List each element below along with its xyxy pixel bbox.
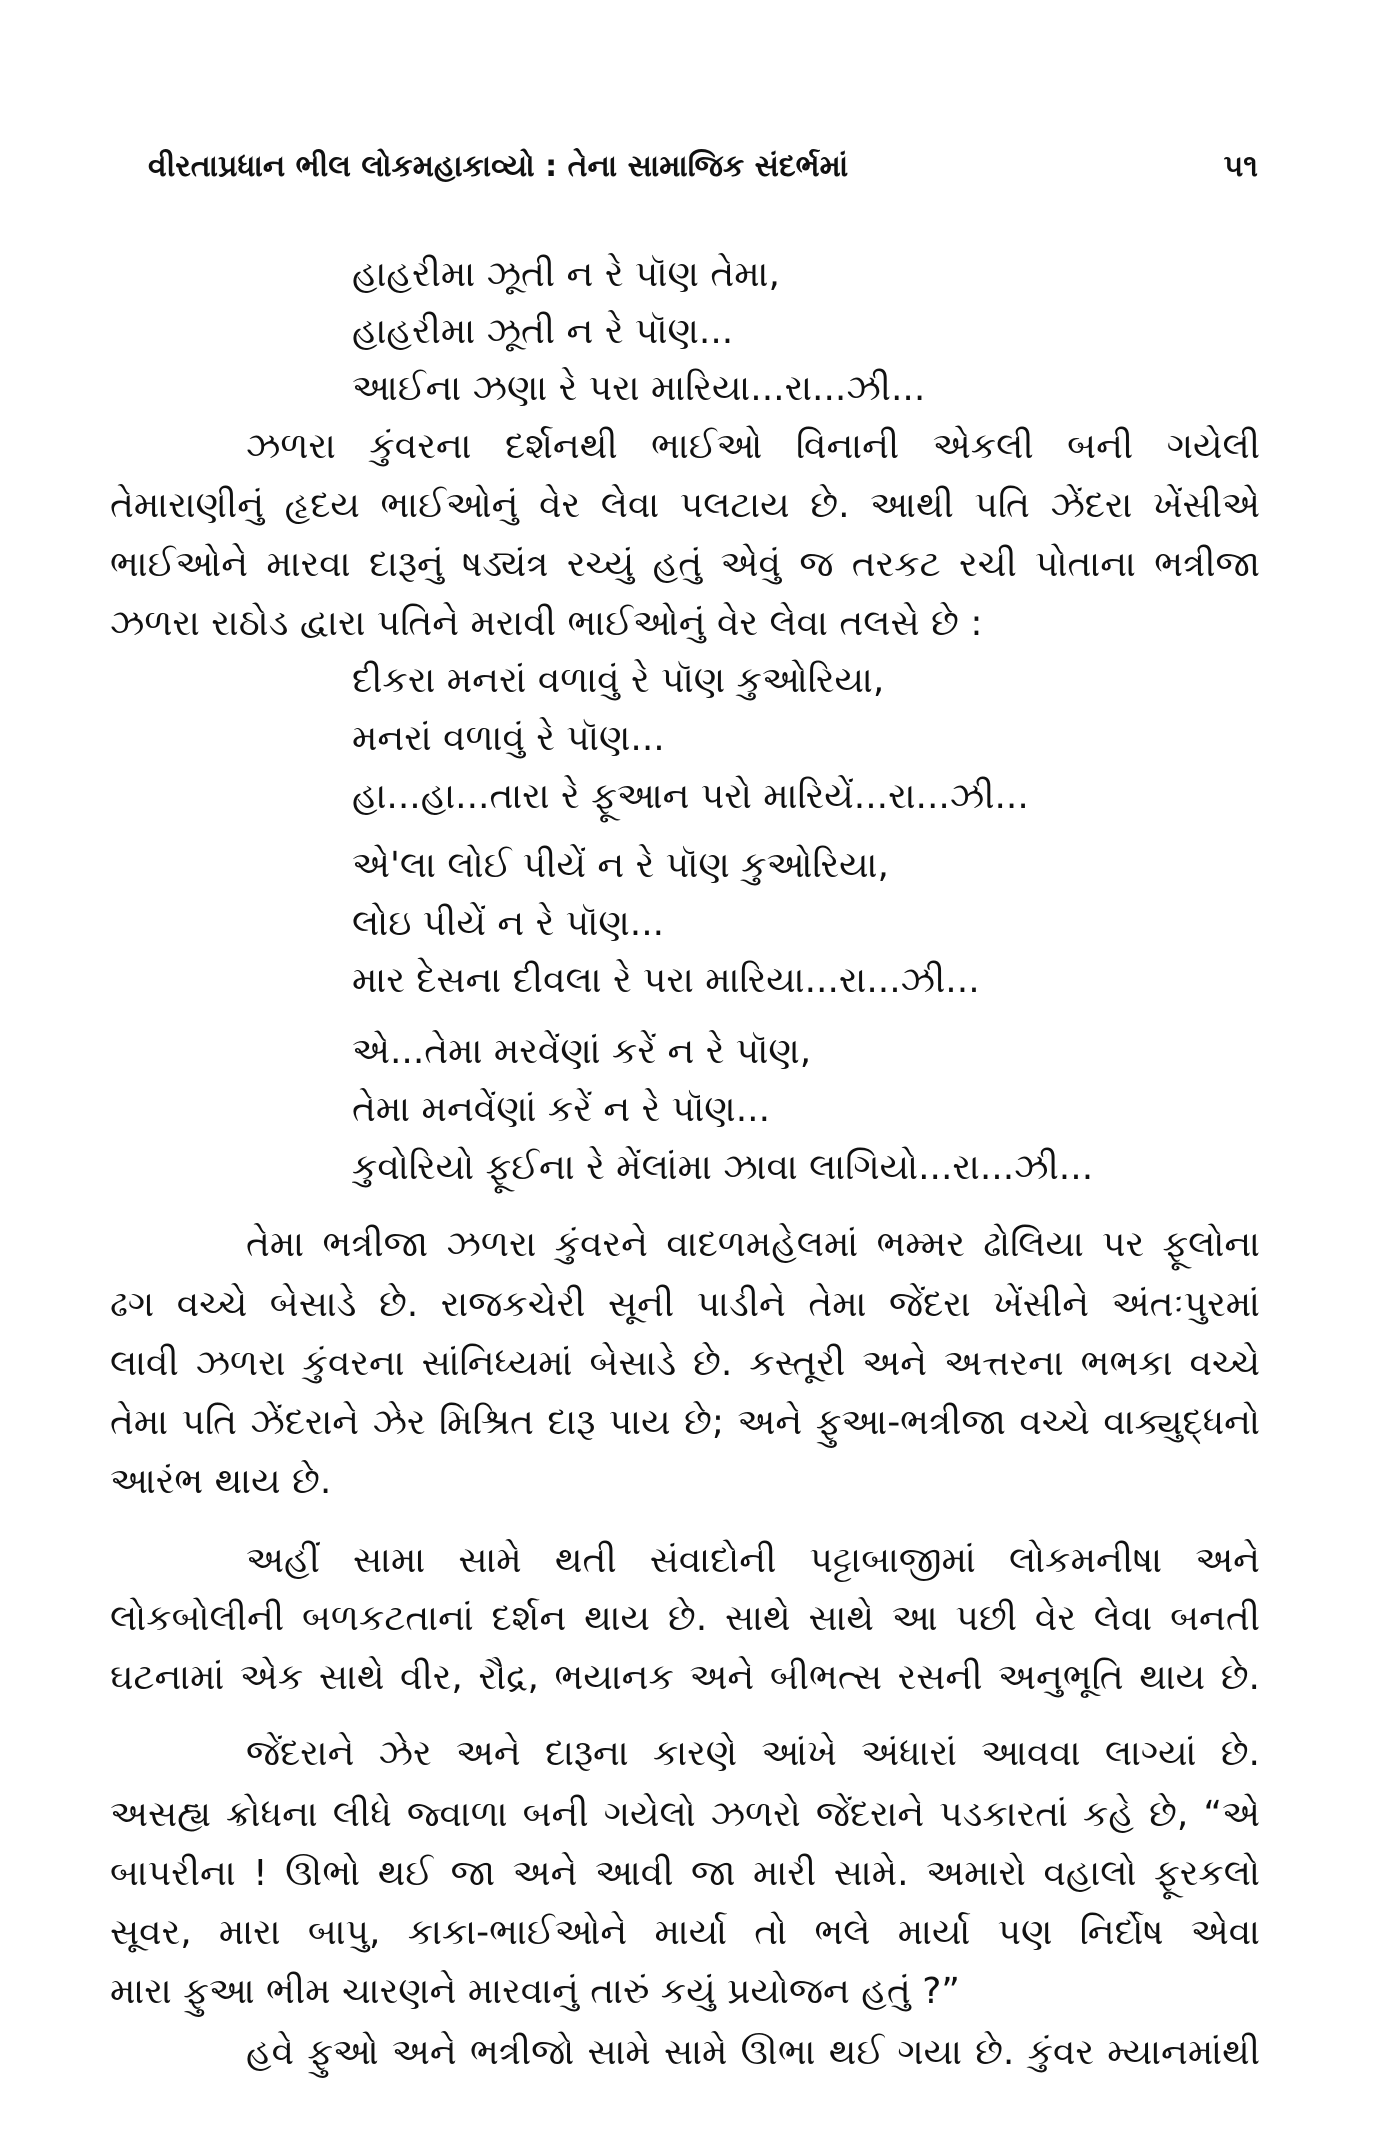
para-2-line-1: તેમા ભત્રીજા ઝળરા કુંવરને વાદળમહેલમાં ભમ્મર ઢોલિયા પર ફૂલોના xyxy=(246,1224,1260,1265)
verse-3-line-2: લોઇ પીયેં ન રે પૉણ... xyxy=(352,903,665,944)
para-1-line-3: ભાઈઓને મારવા દારૂનું ષડ્યંત્ર રચ્યું હતું એવું જ તરકટ રચી પોતાના ભત્રીજા xyxy=(110,544,1260,585)
verse-1-line-3: આઈના ઝણા રે પરા મારિયા...રા...ઝી... xyxy=(352,368,926,409)
para-3-line-2: લોકબોલીની બળકટતાનાં દર્શન થાય છે. સાથે સાથે આ પછી વેર લેવા બનતી xyxy=(110,1598,1260,1639)
para-5-line-1: હવે ફુઓ અને ભત્રીજો સામે સામે ઊભા થઈ ગયા છે. કુંવર મ્યાનમાંથી xyxy=(246,2032,1260,2073)
para-2-line-2: ઢગ વચ્ચે બેસાડે છે. રાજકચેરી સૂની પાડીને તેમા જેંદરા ખેંસીને અંતઃપુરમાં xyxy=(110,1284,1260,1325)
verse-2-line-2: મનરાં વળાવું રે પૉણ... xyxy=(352,718,665,759)
running-header xyxy=(148,142,1258,192)
verse-1-line-2: હાહરીમા ઝૂતી ન રે પૉણ... xyxy=(352,311,734,352)
para-4-line-3: બાપરીના ! ઊભો થઈ જા અને આવી જા મારી સામે. અમારો વહાલો ફૂરકલો xyxy=(110,1853,1260,1894)
para-4-line-2: અસહ્ય ક્રોધના લીધે જ્વાળા બની ગયેલો ઝળરો જેંદરાને પડકારતાં કહે છે, “એ xyxy=(110,1794,1260,1835)
verse-3-line-3: માર દેસના દીવલા રે પરા મારિયા...રા...ઝી... xyxy=(352,960,980,1001)
verse-4-line-2: તેમા મનવેંણાં કરેં ન રે પૉણ... xyxy=(352,1089,771,1130)
verse-4-line-1: એ...તેમા મરવેંણાં કરેં ન રે પૉણ, xyxy=(352,1031,812,1072)
para-3-line-3: ઘટનામાં એક સાથે વીર, રૌદ્ર, ભયાનક અને બીભત્સ રસની અનુભૂતિ થાય છે. xyxy=(110,1657,1260,1698)
verse-2-line-3: હા...હા...તારા રે ફૂઆન પરો મારિયેં...રા...ઝી... xyxy=(352,776,1029,817)
page-number: ૫૧ xyxy=(1223,149,1258,184)
para-1-line-4: ઝળરા રાઠોડ દ્વારા પતિને મરાવી ભાઈઓનું વેર લેવા તલસે છે : xyxy=(110,603,983,644)
para-1-line-2: તેમારાણીનું હૃદય ભાઈઓનું વેર લેવા પલટાય છે. આથી પતિ ઝેંદરા ખેંસીએ xyxy=(110,485,1260,526)
para-4-line-1: જેંદરાને ઝેર અને દારૂના કારણે આંખે અંધારાં આવવા લાગ્યાં છે. xyxy=(246,1733,1260,1774)
para-3-line-1: અહીં સામા સામે થતી સંવાદોની પટ્ટાબાજીમાં લોકમનીષા અને xyxy=(246,1540,1260,1581)
verse-2-line-1: દીકરા મનરાં વળાવું રે પૉણ કુઓરિયા, xyxy=(352,660,885,701)
para-2-line-4: તેમા પતિ ઝેંદરાને ઝેર મિશ્રિત દારૂ પાય છે; અને ફુઆ-ભત્રીજા વચ્ચે વાક્યુદ્ધનો xyxy=(110,1402,1260,1443)
para-1-line-1: ઝળરા કુંવરના દર્શનથી ભાઈઓ વિનાની એકલી બની ગયેલી xyxy=(246,426,1260,467)
header-title: વીરતાપ્રધાન ભીલ લોકમહાકાવ્યો : તેના સામાજિક સંદર્ભમાં xyxy=(148,149,849,184)
para-2-line-3: લાવી ઝળરા કુંવરના સાંનિધ્યમાં બેસાડે છે. કસ્તૂરી અને અત્તરના ભભકા વચ્ચે xyxy=(110,1343,1260,1384)
verse-3-line-1: એ'લા લોઈ પીયેં ન રે પૉણ કુઓરિયા, xyxy=(352,845,889,886)
para-4-line-5: મારા ફુઆ ભીમ ચારણને મારવાનું તારું કયું પ્રયોજન હતું ?” xyxy=(110,1971,960,2012)
verse-4-line-3: કુવોરિયો ફૂઈના રે મેંલાંમા ઝાવા લાગિયો...રા...ઝી... xyxy=(352,1147,1094,1188)
para-2-line-5: આરંભ થાય છે. xyxy=(110,1461,332,1502)
verse-1-line-1: હાહરીમા ઝૂતી ન રે પૉણ તેમા, xyxy=(352,254,780,295)
para-4-line-4: સૂવર, મારા બાપુ, કાકા-ભાઈઓને માર્યા તો ભલે માર્યા પણ નિર્દોષ એવા xyxy=(110,1912,1260,1953)
